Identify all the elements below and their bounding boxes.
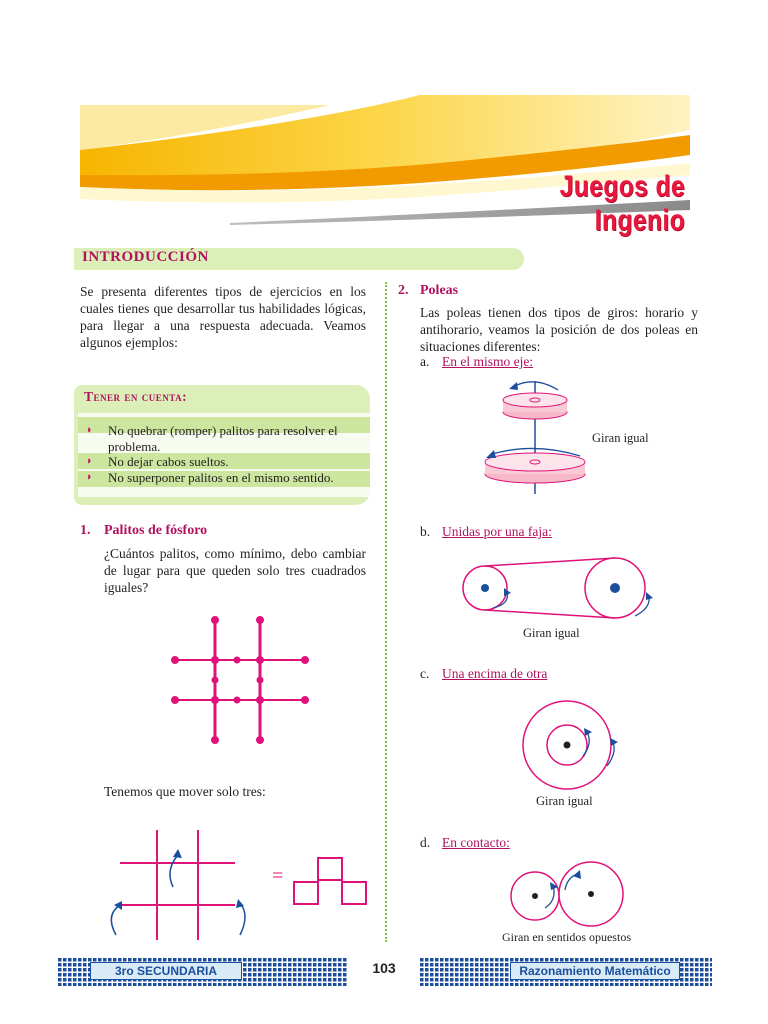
case-c-label: Una encima de otra [442, 666, 548, 681]
case-d-letter: d. [420, 835, 431, 850]
section1-question: ¿Cuántos palitos, como mínimo, debo cambiar de lugar para que queden solo tres cuadrados iguales? [104, 546, 366, 595]
column-divider [385, 282, 387, 942]
note-item: No superponer palitos en el mismo sentido. [108, 470, 334, 485]
section1-hint: Tenemos que mover solo tres: [104, 784, 266, 799]
bullet-icon: ◗ [86, 455, 93, 467]
case-a-letter: a. [420, 354, 430, 369]
bullet-icon: ◗ [86, 424, 93, 436]
case-a-caption: Giran igual [592, 431, 649, 445]
pulleys-contact-figure [505, 860, 635, 930]
pulleys-belt-figure [455, 556, 665, 626]
case-b-letter: b. [420, 524, 431, 539]
matchstick-moves-figure [100, 825, 260, 945]
page-number: 103 [372, 960, 396, 976]
intro-heading-bar [74, 248, 524, 270]
pulleys-stacked-figure [515, 698, 625, 793]
equals-sign: = [272, 865, 284, 887]
case-c-caption: Giran igual [536, 794, 593, 808]
case-d-label: En contacto: [442, 835, 510, 850]
case-a-label: En el mismo eje: [442, 354, 534, 369]
bullet-icon: ◗ [86, 471, 93, 483]
footer-grade-label: 3ro SECUNDARIA [90, 962, 242, 980]
page-title: Juegos de Ingenio [559, 170, 685, 237]
footer-subject-label: Razonamiento Matemático [510, 962, 680, 980]
pulleys-same-axis-figure [480, 376, 590, 496]
three-squares-figure [290, 855, 372, 911]
case-b-label: Unidas por una faja: [442, 524, 552, 539]
intro-text: Se presenta diferentes tipos de ejercicios en los cuales tienes que desarrollar tus habilidades lógicas, para llegar a una respuesta adecuada. Veamos algunos ejemplos: [80, 284, 366, 350]
section2-text: Las poleas tienen dos tipos de giros: horario y antihorario, veamos la posición de dos poleas en situaciones diferentes: [420, 305, 698, 354]
section1-heading: Palitos de fósforo [104, 523, 208, 538]
case-c-letter: c. [420, 666, 430, 681]
note-heading: Tener en cuenta: [84, 389, 188, 404]
case-d-caption: Giran en sentidos opuestos [502, 930, 631, 944]
section2-number: 2. [398, 283, 409, 298]
note-item: No quebrar (romper) palitos para resolver el problema. [108, 423, 338, 454]
intro-heading: INTRODUCCIÓN [82, 249, 209, 265]
case-b-caption: Giran igual [523, 626, 580, 640]
section2-heading: Poleas [420, 283, 459, 298]
matchstick-grid-figure [165, 610, 315, 750]
section1-number: 1. [80, 523, 91, 538]
note-item: No dejar cabos sueltos. [108, 454, 229, 469]
